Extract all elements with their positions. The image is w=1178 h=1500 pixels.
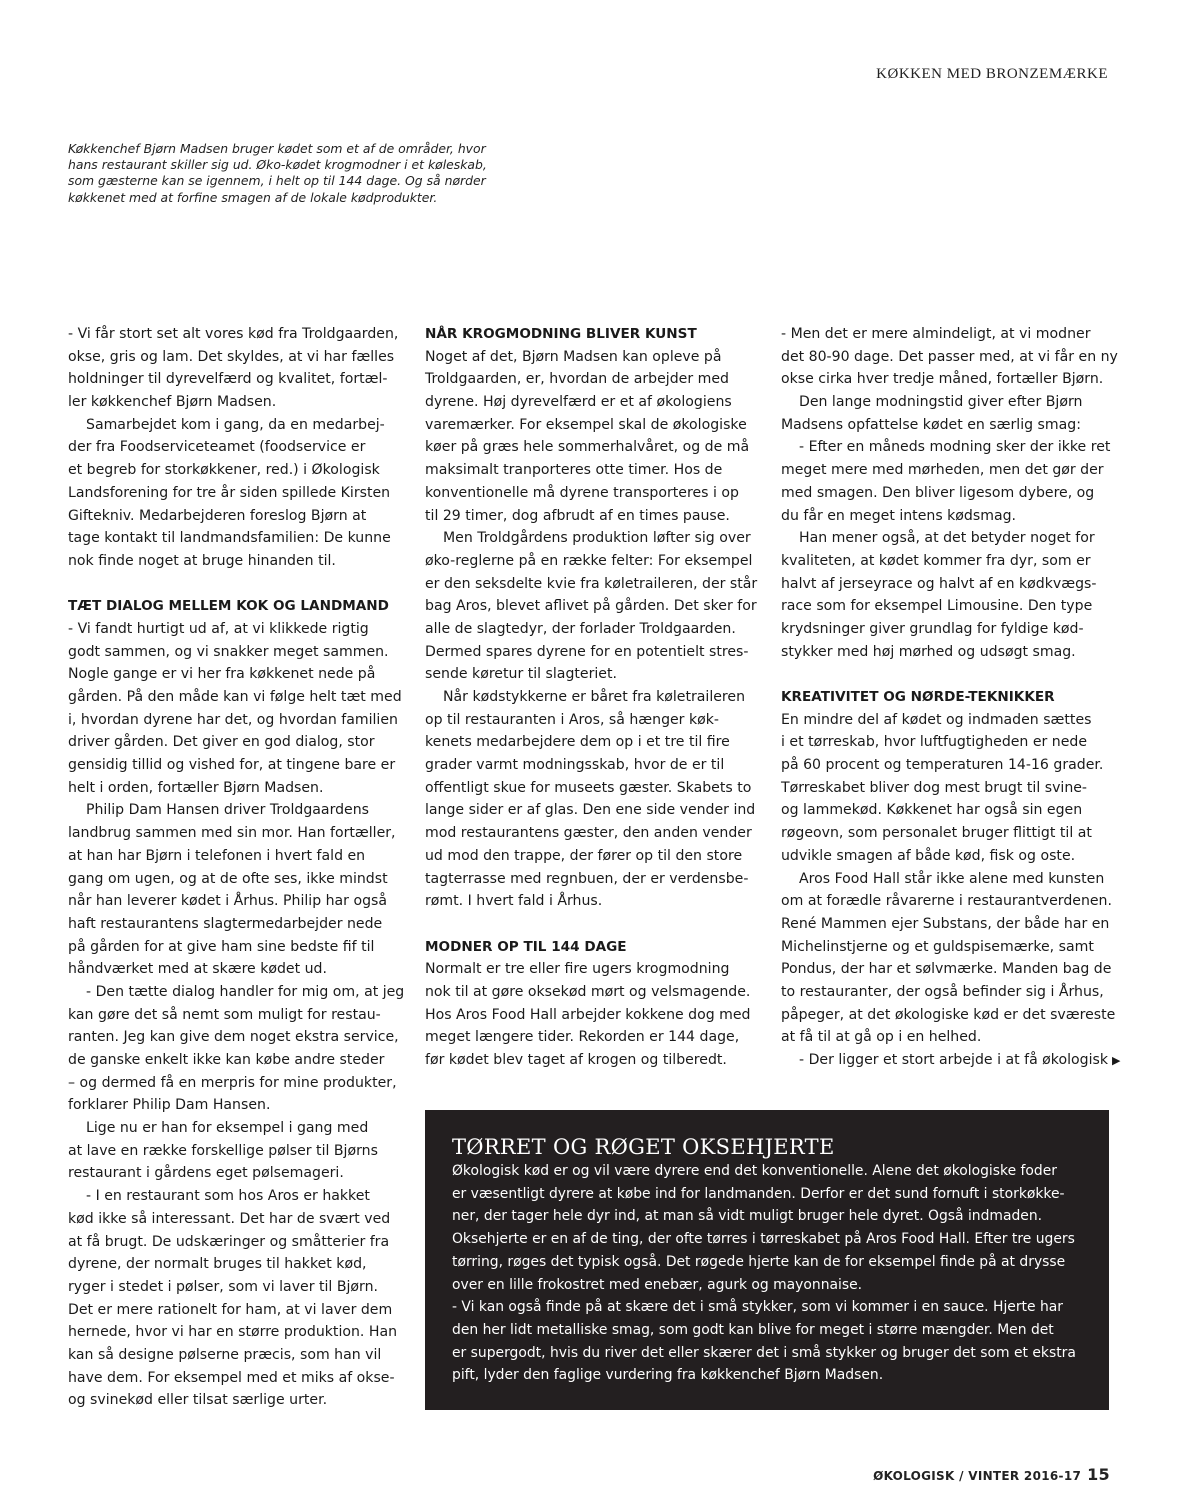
text-line: sende køretur til slagteriet.: [425, 666, 617, 683]
box-text-line: den her lidt metalliske smag, som godt kan blive for meget i større mængder. Men det: [452, 1321, 1054, 1338]
text-line: kød ikke så interessant. Det har de svært ved: [68, 1210, 391, 1227]
text-line: helt i orden, fortæller Bjørn Madsen.: [68, 779, 324, 796]
text-line: når han leverer kødet i Århus. Philip har også: [68, 893, 388, 910]
text-line: er den seksdelte kvie fra køletraileren, der står: [425, 575, 758, 592]
text-line: røgeovn, som personalet bruger flittigt til at: [781, 825, 1092, 842]
text-line: tage kontakt til landmandsfamilien: De kunne: [68, 530, 391, 547]
text-line: ryger i stedet i pølser, som vi laver til Bjørn.: [68, 1278, 378, 1295]
box-text-line: pift, lyder den faglige vurdering fra køkkenchef Bjørn Madsen.: [452, 1367, 884, 1384]
text-line: kenets medarbejdere dem op i et tre til fire: [425, 734, 730, 751]
text-line: et begreb for storkøkkener, red.) i Økologisk: [68, 462, 380, 479]
text-line: på gården for at give ham sine bedste fif til: [68, 938, 375, 955]
text-line: – og dermed få en merpris for mine produkter,: [68, 1074, 397, 1091]
text-line: til 29 timer, dog afbrudt af en times pause.: [425, 507, 730, 524]
article-column-1: [68, 323, 405, 1412]
article-column-3: [781, 323, 1121, 1072]
text-line: gang om ugen, og at de ofte ses, ikke mindst: [68, 870, 388, 887]
box-title: TØRRET OG RØGET OKSEHJERTE: [452, 1135, 835, 1159]
text-line: gården. På den måde kan vi følge helt tæt med: [68, 689, 402, 705]
text-line: ranten. Jeg kan give dem noget ekstra service,: [68, 1029, 399, 1046]
caption-line: køkkenet med at forfine smagen af de lokale kødprodukter.: [68, 189, 438, 205]
sidebar-box: [425, 1110, 1109, 1410]
caption-line: hans restaurant skiller sig ud. Øko-kødet krogmodner i et køleskab,: [68, 157, 487, 173]
text-line: - Vi fandt hurtigt ud af, at vi klikkede rigtig: [68, 620, 369, 637]
text-line: påpeger, at det økologiske kød er det sværeste: [781, 1006, 1116, 1023]
text-line: Han mener også, at det betyder noget for: [799, 530, 1095, 547]
subheading-modner: MODNER OP TIL 144 DAGE: [425, 938, 627, 955]
text-line: tagterrasse med regnbuen, der er verdensbe-: [425, 870, 749, 887]
text-line: at få til at gå op i en helhed.: [781, 1029, 982, 1046]
text-line: varemærker. For eksempel skal de økologiske: [425, 416, 747, 433]
text-line: lange sider er af glas. Den ene side vender ind: [425, 802, 756, 819]
box-text-line: - Vi kan også finde på at skære det i små stykker, som vi kommer i en sauce. Hjerte har: [452, 1299, 1063, 1316]
text-line: Landsforening for tre år siden spillede Kirsten: [68, 484, 391, 501]
subheading-dialog: TÆT DIALOG MELLEM KOK OG LANDMAND: [68, 598, 389, 615]
text-line: Normalt er tre eller fire ugers krogmodning: [425, 961, 730, 978]
text-line: med smagen. Den bliver ligesom dybere, og: [781, 484, 1095, 501]
text-line: hernede, hvor vi har en større produktion. Han: [68, 1324, 398, 1341]
text-line: nok finde noget at bruge hinanden til.: [68, 552, 336, 569]
text-line: Det er mere rationelt for ham, at vi laver dem: [68, 1301, 393, 1318]
page-number: 15: [1087, 1465, 1110, 1484]
text-line: landbrug sammen med sin mor. Han fortæller,: [68, 825, 396, 842]
text-line: i, hvordan dyrene har det, og hvordan familien: [68, 711, 398, 728]
text-line: håndværket med at skære kødet ud.: [68, 961, 327, 978]
text-line: Samarbejdet kom i gang, da en medarbej-: [86, 416, 385, 433]
text-line: holdninger til dyrevelfærd og kvalitet, fortæl-: [68, 371, 388, 388]
text-line: dyrene, der normalt bruges til hakket kød,: [68, 1256, 367, 1273]
box-text-line: ner, der tager hele dyr ind, at man så vidt muligt bruger hele dyret. Også indmaden.: [452, 1208, 1043, 1225]
text-line: - I en restaurant som hos Aros er hakket: [86, 1188, 370, 1205]
caption-line: Køkkenchef Bjørn Madsen bruger kødet som et af de områder, hvor: [68, 141, 486, 156]
text-line: Men Troldgårdens produktion løfter sig over: [443, 530, 751, 547]
page-footer: [873, 1465, 1110, 1484]
text-line: ler køkkenchef Bjørn Madsen.: [68, 394, 277, 411]
text-line: Madsens opfattelse kødet en særlig smag:: [781, 416, 1081, 433]
text-line: de ganske enkelt ikke kan købe andre steder: [68, 1052, 385, 1068]
section-label: KØKKEN MED BRONZEMÆRKE: [876, 66, 1108, 82]
text-line: driver gården. Det giver en god dialog, stor: [68, 734, 375, 751]
text-line: godt sammen, og vi snakker meget sammen.: [68, 643, 389, 660]
paragraph-gap: [781, 663, 1113, 686]
text-line: Den lange modningstid giver efter Bjørn: [799, 394, 1083, 411]
subheading-kreativitet: KREATIVITET OG NØRDE-TEKNIKKER: [781, 689, 1055, 705]
text-line: konventionelle må dyrene transporteres i op: [425, 484, 739, 501]
text-line-content: - Der ligger et stort arbejde i at få økologisk: [799, 1052, 1108, 1068]
text-line: Aros Food Hall står ikke alene med kunsten: [799, 870, 1105, 887]
text-line: meget længere tider. Rekorden er 144 dage,: [425, 1029, 740, 1046]
text-line: - Men det er mere almindeligt, at vi modner: [781, 326, 1091, 342]
text-line: Nogle gange er vi her fra køkkenet nede på: [68, 666, 376, 683]
text-line: køer på græs hele sommerhalvåret, og de må: [425, 439, 750, 456]
text-line: på 60 procent og temperaturen 14-16 grader.: [781, 757, 1104, 774]
text-line: gensidig tillid og vished for, at tingene bare er: [68, 757, 396, 774]
text-line: have dem. For eksempel med et miks af okse-: [68, 1369, 395, 1386]
text-line: op til restauranten i Aros, så hænger køk-: [425, 711, 719, 728]
text-line: Philip Dam Hansen driver Troldgaardens: [86, 802, 370, 819]
text-line: halvt af jerseyrace og halvt af en kødkvægs-: [781, 575, 1097, 592]
subheading-krogmodning: NÅR KROGMODNING BLIVER KUNST: [425, 326, 697, 342]
text-line: - Vi får stort set alt vores kød fra Troldgaarden,: [68, 326, 399, 342]
box-text-line: Økologisk kød er og vil være dyrere end det konventionelle. Alene det økologiske foder: [452, 1163, 1057, 1179]
box-text-line: Oksehjerte er en af de ting, der ofte tørres i tørreskabet på Aros Food Hall. Efter tre ugers: [452, 1231, 1075, 1248]
caption-line: som gæsterne kan se igennem, i helt op til 144 dage. Og så nørder: [68, 173, 486, 189]
text-line: haft restaurantens slagtermedarbejder nede: [68, 915, 383, 932]
text-line: kan gøre det så nemt som muligt for restau-: [68, 1006, 381, 1023]
continue-arrow-icon: ▶: [1112, 1054, 1121, 1067]
text-line: Noget af det, Bjørn Madsen kan opleve på: [425, 348, 722, 365]
text-line: Giftekniv. Medarbejderen foreslog Bjørn at: [68, 507, 367, 524]
text-line: stykker med høj mørhed og udsøgt smag.: [781, 643, 1076, 660]
box-text-line: tørring, røges det typisk også. Det røgede hjerte kan de for eksempel finde på at drysse: [452, 1253, 1066, 1270]
text-line: forklarer Philip Dam Hansen.: [68, 1097, 271, 1114]
text-line: bag Aros, blevet aflivet på gården. Det sker for: [425, 598, 757, 615]
text-line: Hos Aros Food Hall arbejder kokkene dog med: [425, 1006, 751, 1023]
text-line: restaurant i gårdens eget pølsemageri.: [68, 1165, 344, 1182]
text-line: [781, 1049, 1121, 1072]
text-line: grader varmt modningsskab, hvor de er til: [425, 757, 725, 774]
text-line: - Den tætte dialog handler for mig om, at jeg: [86, 983, 405, 1000]
text-line: Troldgaarden, er, hvordan de arbejder med: [425, 371, 729, 388]
text-line: - Efter en måneds modning sker der ikke ret: [799, 439, 1111, 456]
text-line: meget mere med mørheden, men det gør der: [781, 462, 1104, 479]
text-line: at lave en række forskellige pølser til Bjørns: [68, 1142, 378, 1159]
text-line: krydsninger giver grundlag for fyldige kød-: [781, 620, 1084, 637]
text-line: En mindre del af kødet og indmaden sættes: [781, 711, 1092, 728]
text-line: kan så designe pølserne præcis, som han vil: [68, 1346, 382, 1363]
photo-caption: [68, 141, 488, 206]
text-line: ud mod den trappe, der fører op til den store: [425, 847, 743, 864]
text-line: i et tørreskab, hvor luftfugtigheden er nede: [781, 734, 1088, 751]
text-line: Tørreskabet bliver dog mest brugt til svine-: [781, 779, 1088, 796]
text-line: to restauranter, der også befinder sig i Århus,: [781, 983, 1104, 1000]
text-line: René Mammen ejer Substans, der både har en: [781, 915, 1110, 932]
publication-name: ØKOLOGISK / VINTER 2016-17: [873, 1469, 1082, 1483]
text-line: maksimalt tranporteres otte timer. Hos de: [425, 462, 723, 479]
article-column-2: [425, 323, 757, 1072]
text-line: Lige nu er han for eksempel i gang med: [86, 1120, 369, 1137]
text-line: alle de slagtedyr, der forlader Troldgaarden.: [425, 620, 736, 637]
text-line: okse, gris og lam. Det skyldes, at vi har fælles: [68, 348, 395, 365]
text-line: offentligt skue for museets gæster. Skabets to: [425, 779, 752, 796]
box-text-line: over en lille frokostret med enebær, agurk og mayonnaise.: [452, 1276, 863, 1293]
box-text-line: er supergodt, hvis du river det eller skærer det i små stykker og bruger det som et ekstra: [452, 1344, 1076, 1361]
text-line: du får en meget intens kødsmag.: [781, 507, 1017, 524]
text-line: udvikle smagen af både kød, fisk og oste.: [781, 847, 1076, 864]
text-line: okse cirka hver tredje måned, fortæller Bjørn.: [781, 371, 1104, 388]
text-line: race som for eksempel Limousine. Den type: [781, 598, 1093, 615]
text-line: og lammekød. Køkkenet har også sin egen: [781, 802, 1083, 819]
text-line: dyrene. Høj dyrevelfærd er et af økologiens: [425, 394, 732, 411]
text-line: kvaliteten, at kødet kommer fra dyr, som er: [781, 552, 1091, 569]
text-line: øko-reglerne på en række felter: For eksempel: [425, 552, 753, 569]
box-text-line: er væsentligt dyrere at købe ind for landmanden. Derfor er det sund fornuft i storkøkke-: [452, 1185, 1065, 1202]
text-line: Pondus, der har et sølvmærke. Manden bag de: [781, 961, 1112, 978]
text-line: der fra Foodserviceteamet (foodservice er: [68, 439, 366, 456]
text-line: nok til at gøre oksekød mørt og velsmagende.: [425, 983, 751, 1000]
paragraph-gap: [68, 573, 400, 596]
text-line: det 80-90 dage. Det passer med, at vi får en ny: [781, 348, 1118, 365]
text-line: at han har Bjørn i telefonen i hvert fald en: [68, 847, 366, 864]
text-line: og svinekød eller tilsat særlige urter.: [68, 1392, 328, 1409]
text-line: om at forædle råvarerne i restaurantverdenen.: [781, 893, 1112, 910]
text-line: rømt. I hvert fald i Århus.: [425, 893, 603, 910]
text-line: mod restaurantens gæster, den anden vender: [425, 825, 752, 842]
text-line: før kødet blev taget af krogen og tilberedt.: [425, 1052, 727, 1068]
text-line: at få brugt. De udskæringer og småtterier fra: [68, 1233, 390, 1250]
text-line: Michelinstjerne og et guldspisemærke, samt: [781, 938, 1094, 955]
paragraph-gap: [425, 913, 757, 936]
text-line: Dermed spares dyrene for en potentielt stres-: [425, 643, 749, 660]
text-line: Når kødstykkerne er båret fra køletraileren: [443, 689, 745, 705]
